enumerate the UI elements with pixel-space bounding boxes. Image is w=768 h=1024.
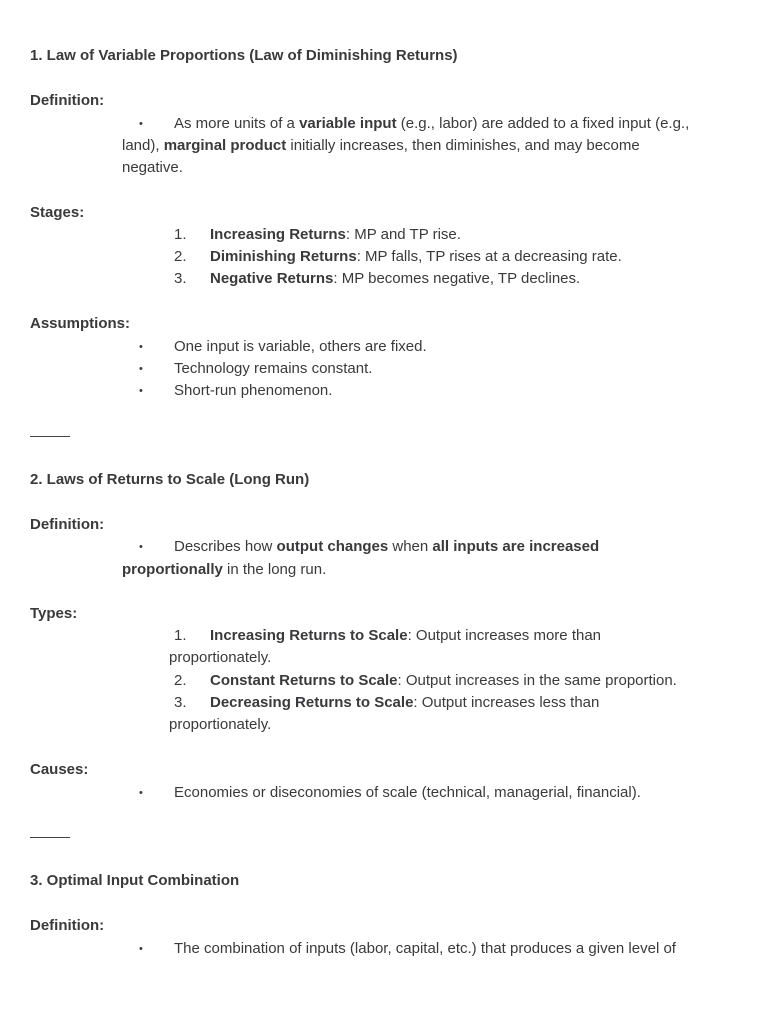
bullet-icon: •	[139, 363, 143, 375]
stage-item: Increasing Returns: MP and TP rise.	[210, 226, 461, 243]
s2-definition-label: Definition:	[30, 516, 105, 533]
bullet-icon: •	[139, 541, 143, 553]
section-divider	[30, 436, 70, 437]
s3-definition-label: Definition:	[30, 917, 105, 934]
s3-definition-line-1: The combination of inputs (labor, capital, etc.) that produces a given level of	[174, 940, 676, 957]
section-2-title: 2. Laws of Returns to Scale (Long Run)	[30, 471, 310, 488]
bullet-icon: •	[139, 341, 143, 353]
stage-number: 2.	[174, 248, 187, 265]
s1-definition-label: Definition:	[30, 92, 105, 109]
type-item-continuation: proportionately.	[169, 716, 272, 733]
assumption-item: Technology remains constant.	[174, 360, 373, 377]
section-3-title: 3. Optimal Input Combination	[30, 872, 240, 889]
stage-item: Negative Returns: MP becomes negative, TP declines.	[210, 270, 581, 287]
type-number: 3.	[174, 694, 187, 711]
types-label: Types:	[30, 605, 78, 622]
stage-number: 1.	[174, 226, 187, 243]
type-item: Decreasing Returns to Scale: Output increases less than	[210, 694, 600, 711]
type-item: Constant Returns to Scale: Output increases in the same proportion.	[210, 672, 677, 689]
stage-number: 3.	[174, 270, 187, 287]
type-item: Increasing Returns to Scale: Output increases more than	[210, 627, 602, 644]
type-number: 2.	[174, 672, 187, 689]
s1-definition-line-3: negative.	[122, 159, 183, 176]
assumptions-label: Assumptions:	[30, 315, 131, 332]
s2-definition-line-2: proportionally in the long run.	[122, 561, 327, 578]
assumption-item: Short-run phenomenon.	[174, 382, 333, 399]
section-1-title: 1. Law of Variable Proportions (Law of Diminishing Returns)	[30, 47, 458, 64]
type-number: 1.	[174, 627, 187, 644]
bullet-icon: •	[139, 787, 143, 799]
bullet-icon: •	[139, 385, 143, 397]
cause-item: Economies or diseconomies of scale (technical, managerial, financial).	[174, 784, 641, 801]
s1-definition-line-2: land), marginal product initially increases, then diminishes, and may become	[122, 137, 640, 154]
stages-label: Stages:	[30, 204, 85, 221]
bullet-icon: •	[139, 943, 143, 955]
section-divider	[30, 837, 70, 838]
s2-definition-line-1: Describes how output changes when all inputs are increased	[174, 538, 600, 555]
type-item-continuation: proportionately.	[169, 649, 272, 666]
stage-item: Diminishing Returns: MP falls, TP rises at a decreasing rate.	[210, 248, 622, 265]
causes-label: Causes:	[30, 761, 89, 778]
s1-definition-line-1: As more units of a variable input (e.g., labor) are added to a fixed input (e.g.,	[174, 115, 690, 132]
assumption-item: One input is variable, others are fixed.	[174, 338, 427, 355]
bullet-icon: •	[139, 118, 143, 130]
